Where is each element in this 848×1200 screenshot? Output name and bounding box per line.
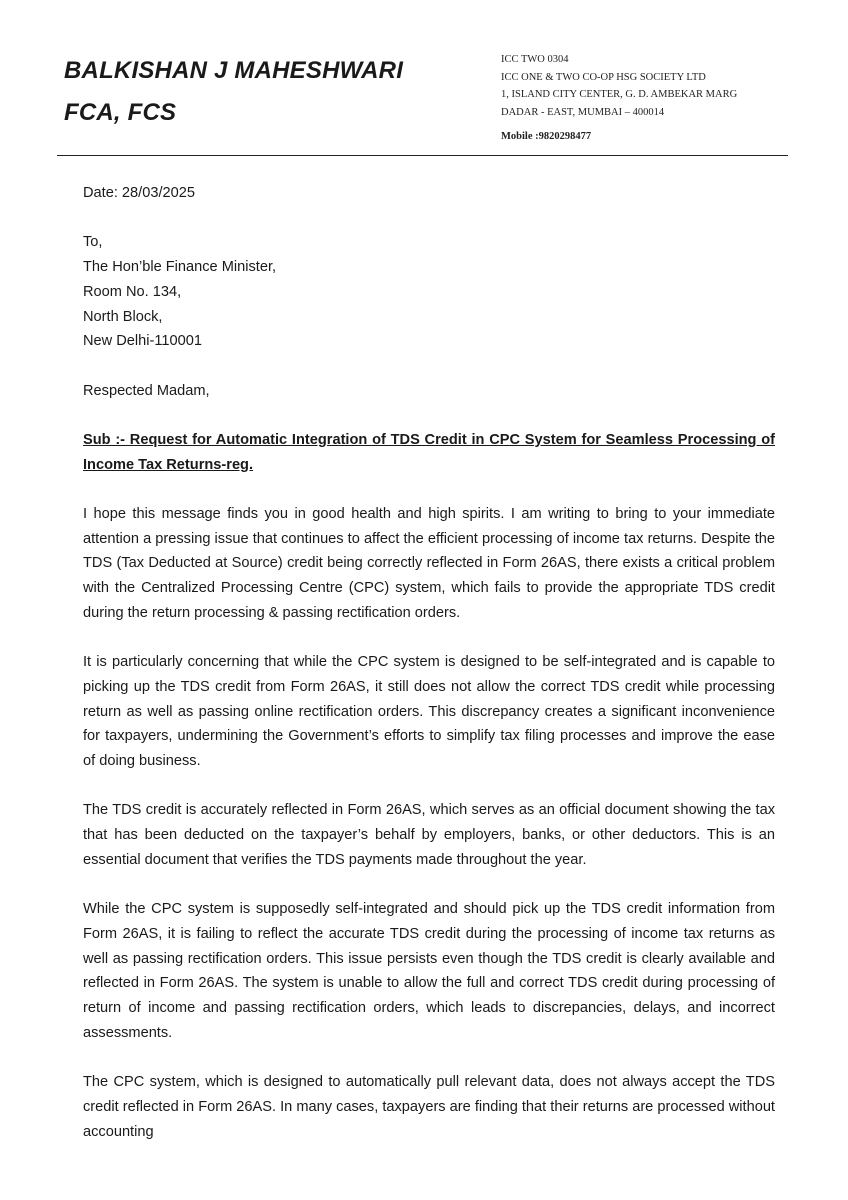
address-line: ICC TWO 0304 — [501, 54, 569, 65]
body-paragraph: It is particularly concerning that while the CPC system is designed to be self-integrated and is capable to picking up the TDS credit from Form 26AS, it still does not allow the correct TDS credit while processing return as well as passing online rectification orders. This discrepancy creates a significant inconvenience for taxpayers, undermining the Government’s efforts to simplify tax filing processes and improve the ease of doing business. — [83, 654, 775, 770]
addressee-line: North Block, — [83, 308, 163, 325]
body-paragraph: The TDS credit is accurately reflected in Form 26AS, which serves as an official document showing the tax that has been deducted on the taxpayer’s behalf by employers, banks, or other deductors. This is an essential document that verifies the TDS payments made throughout the year. — [83, 802, 775, 868]
address-line: 1, ISLAND CITY CENTER, G. D. AMBEKAR MARG — [501, 89, 738, 100]
body-paragraph: The CPC system, which is designed to automatically pull relevant data, does not always accept the TDS credit reflected in Form 26AS. In many cases, taxpayers are finding that their returns are processed without accounting — [83, 1074, 775, 1140]
addressee-line: Room No. 134, — [83, 283, 182, 300]
addressee-line: The Hon’ble Finance Minister, — [83, 259, 277, 276]
address-line: DADAR - EAST, MUMBAI – 400014 — [501, 106, 665, 118]
body-paragraph: I hope this message finds you in good health and high spirits. I am writing to bring to your immediate attention a pressing issue that continues to affect the efficient processing of income tax returns. Despite the TDS (Tax Deducted at Source) credit being correctly reflected in Form 26AS, there exists a critical problem with the Centralized Processing Centre (CPC) system, which fails to provide the appropriate TDS credit during the return processing & passing rectification orders. — [83, 506, 775, 621]
address-line: ICC ONE & TWO CO-OP HSG SOCIETY LTD — [501, 71, 706, 83]
addressee-line: To, — [83, 234, 103, 251]
header-divider — [57, 155, 788, 156]
author-credentials: FCA, FCS — [64, 99, 177, 126]
salutation: Respected Madam, — [83, 382, 210, 399]
letter-body — [83, 181, 775, 1169]
subject-line: Sub :- Request for Automatic Integration of TDS Credit in CPC System for Seamless Processing of Income Tax Returns-reg. — [83, 431, 775, 473]
letterhead-address-block — [501, 51, 737, 146]
author-name: BALKISHAN J MAHESHWARI — [64, 57, 404, 84]
addressee-block — [83, 230, 775, 354]
body-paragraph: While the CPC system is supposedly self-integrated and should pick up the TDS credit information from Form 26AS, it is failing to reflect the accurate TDS credit during the processing of income tax returns as well as passing rectification orders. This issue persists even though the TDS credit is clearly available and reflected in Form 26AS. The system is unable to allow the full and correct TDS credit during processing of return of income and passing rectification orders, which leads to discrepancies, delays, and incorrect assessments. — [83, 901, 775, 1041]
mobile-number: Mobile :9820298477 — [501, 131, 592, 142]
addressee-line: New Delhi-110001 — [83, 333, 202, 350]
letterhead-name-block — [64, 50, 403, 134]
letter-date: Date: 28/03/2025 — [83, 185, 195, 201]
